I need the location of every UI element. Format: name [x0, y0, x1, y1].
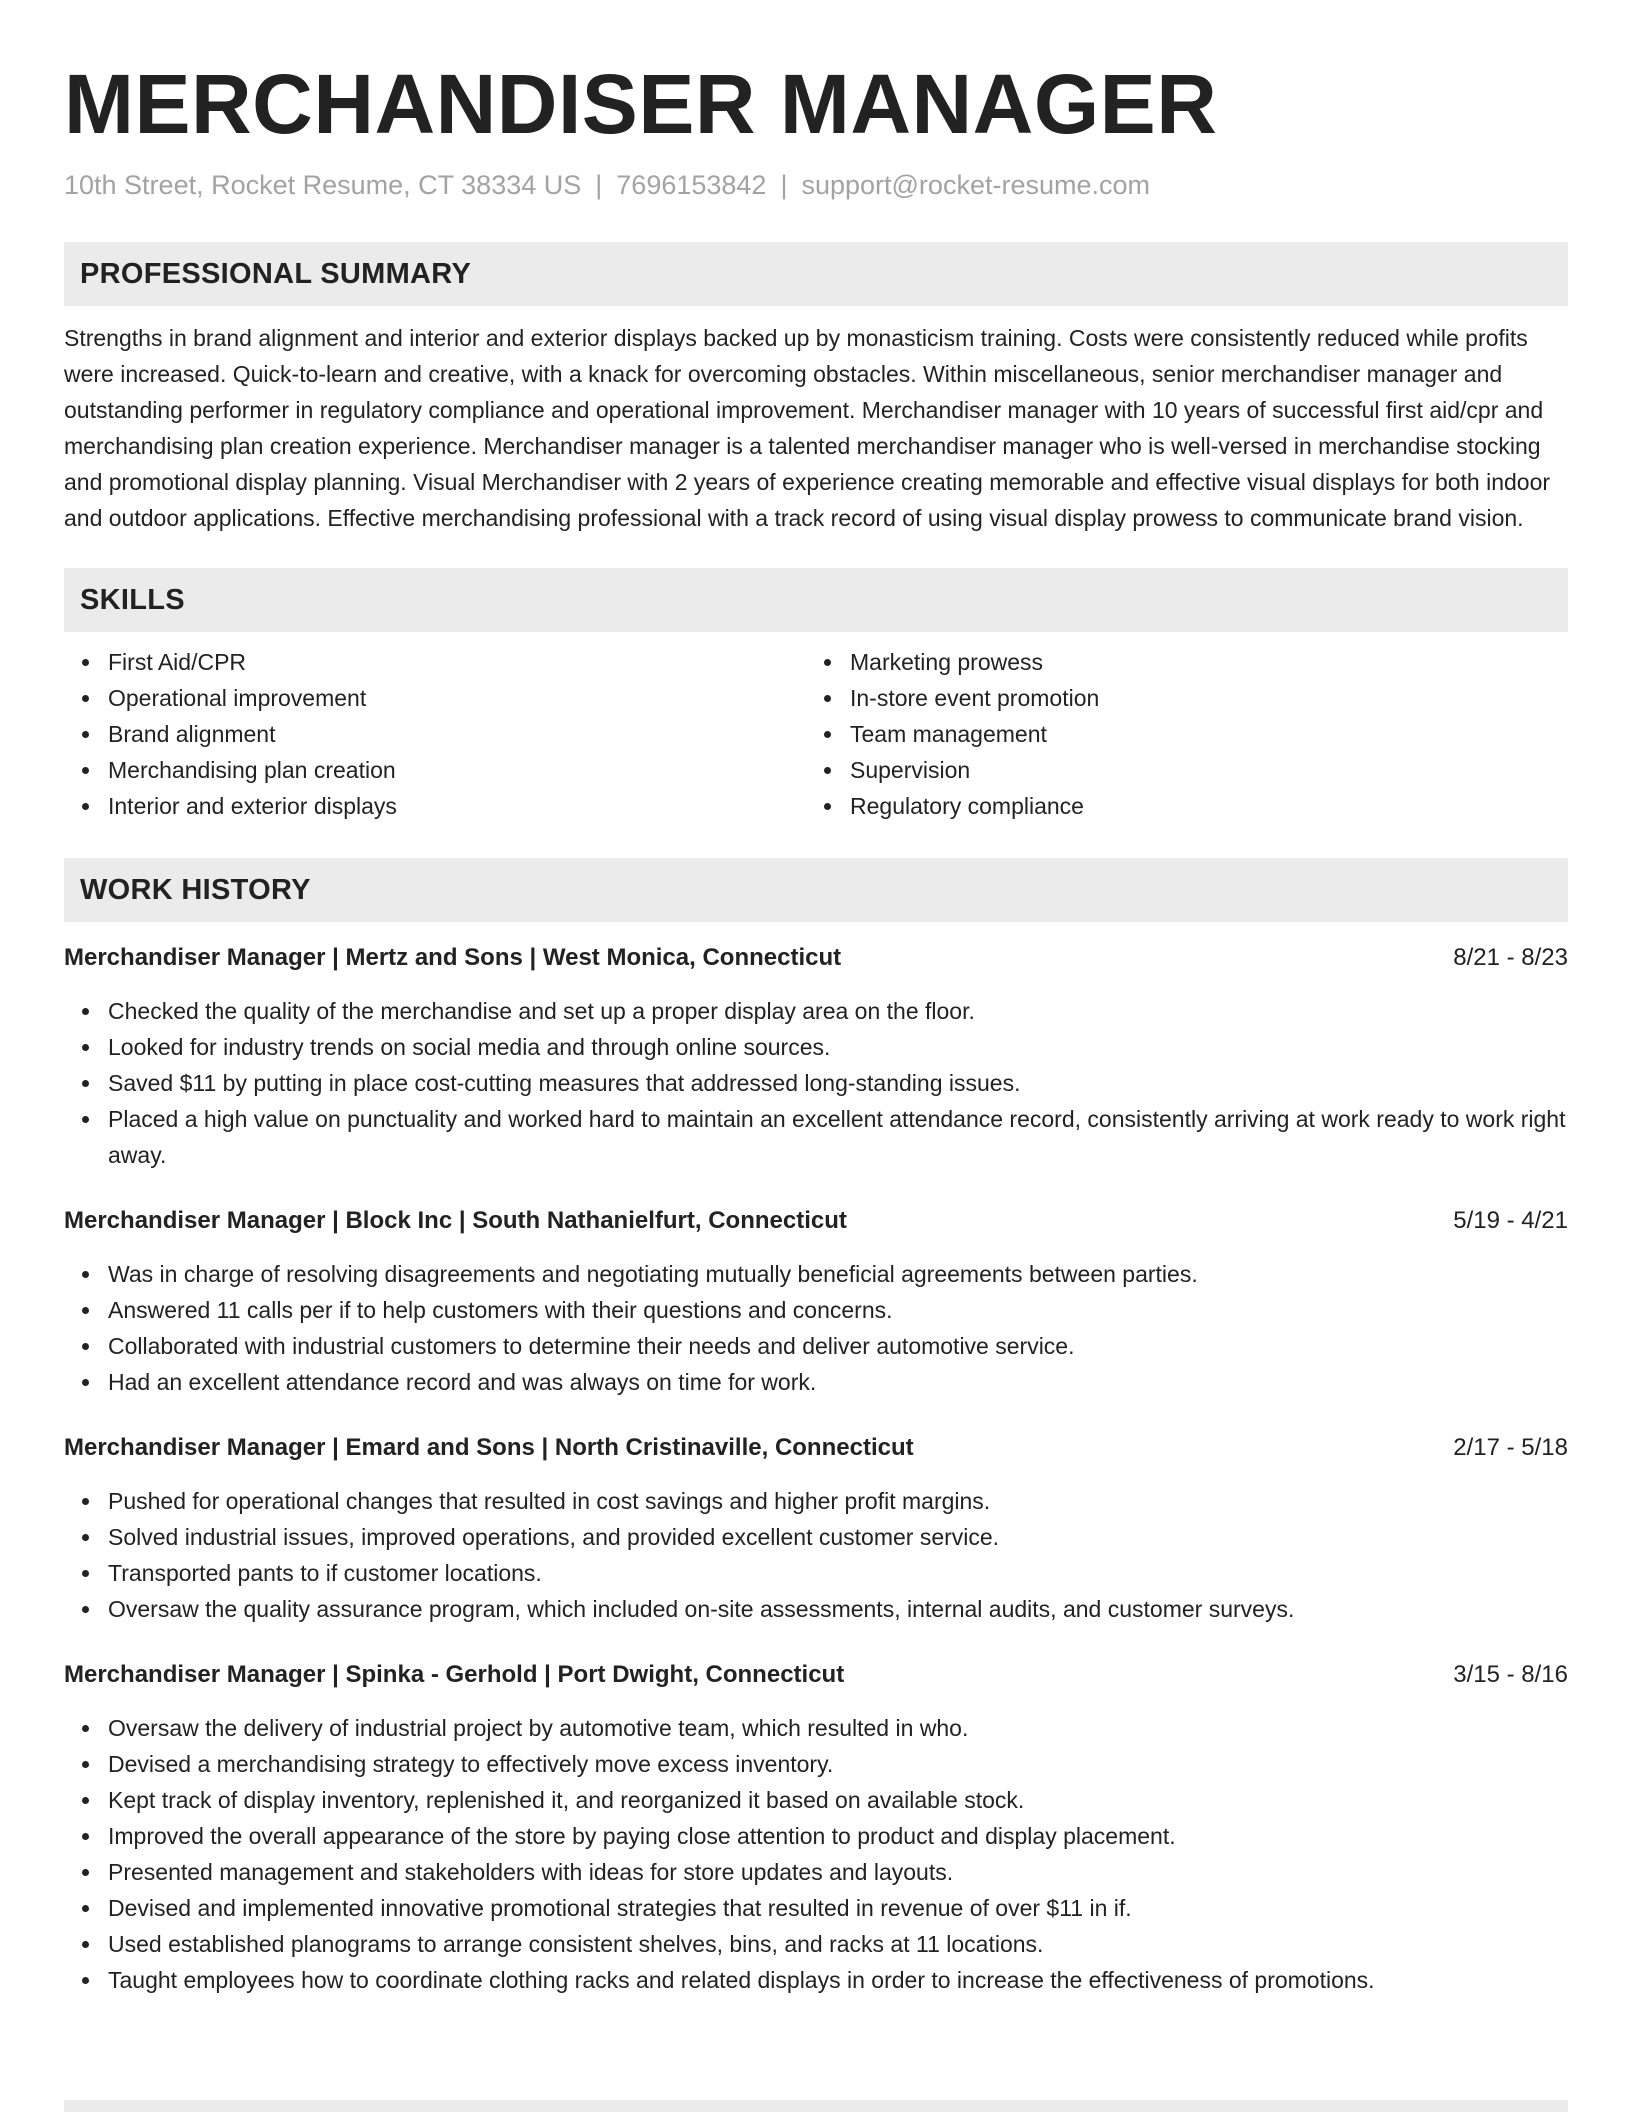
- job-title: Merchandiser Manager | Block Inc | South Nathanielfurt, Connecticut: [64, 1207, 847, 1234]
- job-entry: [64, 1203, 1568, 1400]
- job-entry: [64, 1657, 1568, 1998]
- job-bullet: Had an excellent attendance record and was always on time for work.: [108, 1364, 1568, 1400]
- job-bullets: [64, 1256, 1568, 1400]
- job-bullet: Solved industrial issues, improved operations, and provided excellent customer service.: [108, 1519, 1568, 1555]
- job-entry: [64, 940, 1568, 1173]
- skill-item: Merchandising plan creation: [108, 752, 806, 788]
- job-title: Merchandiser Manager | Spinka - Gerhold | Port Dwight, Connecticut: [64, 1661, 845, 1688]
- job-bullet: Pushed for operational changes that resulted in cost savings and higher profit margins.: [108, 1483, 1568, 1519]
- next-section-header-edge: [64, 2100, 1568, 2112]
- candidate-name: MERCHANDISER MANAGER: [64, 57, 1218, 151]
- job-bullet: Improved the overall appearance of the store by paying close attention to product and display placement.: [108, 1818, 1568, 1854]
- job-bullet: Oversaw the delivery of industrial project by automotive team, which resulted in who.: [108, 1710, 1568, 1746]
- contact-line: [64, 168, 1568, 202]
- skills-column-left: [64, 644, 806, 824]
- skill-item: Interior and exterior displays: [108, 788, 806, 824]
- skill-item: Operational improvement: [108, 680, 806, 716]
- job-header: [64, 940, 1568, 976]
- skills-column-right: [806, 644, 1548, 824]
- job-bullet: Looked for industry trends on social media and through online sources.: [108, 1029, 1568, 1065]
- job-header: [64, 1657, 1568, 1693]
- job-bullet: Answered 11 calls per if to help customers with their questions and concerns.: [108, 1292, 1568, 1328]
- skill-item: First Aid/CPR: [108, 644, 806, 680]
- job-dates: 2/17 - 5/18: [1453, 1434, 1568, 1461]
- job-entry: [64, 1430, 1568, 1627]
- summary-heading: PROFESSIONAL SUMMARY: [64, 242, 1568, 306]
- job-bullet: Presented management and stakeholders with ideas for store updates and layouts.: [108, 1854, 1568, 1890]
- job-header: [64, 1203, 1568, 1239]
- job-bullet: Used established planograms to arrange consistent shelves, bins, and racks at 11 locations.: [108, 1926, 1568, 1962]
- contact-email: support@rocket-resume.com: [801, 170, 1150, 200]
- contact-address: 10th Street, Rocket Resume, CT 38334 US: [64, 170, 582, 200]
- job-bullets: [64, 1710, 1568, 1998]
- summary-text: Strengths in brand alignment and interior and exterior displays backed up by monasticism training. Costs were consistently reduced while profits were increased. Quick-to-learn and creative, with a knack for overcoming obstacles. Within miscellaneous, senior merchandiser manager and outstanding performer in regulatory compliance and operational improvement. Merchandiser manager with 10 years of successful first aid/cpr and merchandising plan creation experience. Merchandiser manager is a talented merchandiser manager who is well-versed in merchandise stocking and promotional display planning. Visual Merchandiser with 2 years of experience creating memorable and effective visual displays for both indoor and outdoor applications. Effective merchandising professional with a track record of using visual display prowess to communicate brand vision.: [64, 325, 1551, 531]
- resume-page: [64, 0, 1568, 1998]
- job-bullet: Collaborated with industrial customers to determine their needs and deliver automotive service.: [108, 1328, 1568, 1364]
- job-header: [64, 1430, 1568, 1466]
- job-bullets: [64, 1483, 1568, 1627]
- job-dates: 3/15 - 8/16: [1453, 1661, 1568, 1688]
- skills-list: [64, 644, 1568, 824]
- skill-item: Brand alignment: [108, 716, 806, 752]
- contact-separator: |: [780, 170, 788, 200]
- job-bullet: Oversaw the quality assurance program, which included on-site assessments, internal audits, and customer surveys.: [108, 1591, 1568, 1627]
- job-bullet: Was in charge of resolving disagreements and negotiating mutually beneficial agreements between parties.: [108, 1256, 1568, 1292]
- job-bullet: Devised and implemented innovative promotional strategies that resulted in revenue of over $11 in if.: [108, 1890, 1568, 1926]
- job-bullet: Saved $11 by putting in place cost-cutting measures that addressed long-standing issues.: [108, 1065, 1568, 1101]
- job-bullets: [64, 993, 1568, 1173]
- skill-item: In-store event promotion: [850, 680, 1548, 716]
- skill-item: Marketing prowess: [850, 644, 1548, 680]
- skill-item: Regulatory compliance: [850, 788, 1548, 824]
- job-dates: 8/21 - 8/23: [1453, 944, 1568, 971]
- skill-item: Team management: [850, 716, 1548, 752]
- work-history-heading: WORK HISTORY: [64, 858, 1568, 922]
- job-bullet: Devised a merchandising strategy to effectively move excess inventory.: [108, 1746, 1568, 1782]
- job-bullet: Transported pants to if customer locations.: [108, 1555, 1568, 1591]
- contact-separator: |: [595, 170, 603, 200]
- skills-heading: SKILLS: [64, 568, 1568, 632]
- job-dates: 5/19 - 4/21: [1453, 1207, 1568, 1234]
- job-bullet: Taught employees how to coordinate clothing racks and related displays in order to increase the effectiveness of promotions.: [108, 1962, 1568, 1998]
- job-title: Merchandiser Manager | Mertz and Sons | West Monica, Connecticut: [64, 944, 842, 971]
- contact-phone: 7696153842: [616, 170, 767, 200]
- job-bullet: Checked the quality of the merchandise and set up a proper display area on the floor.: [108, 993, 1568, 1029]
- skill-item: Supervision: [850, 752, 1548, 788]
- job-bullet: Placed a high value on punctuality and worked hard to maintain an excellent attendance record, consistently arriving at work ready to work right away.: [108, 1101, 1568, 1173]
- job-title: Merchandiser Manager | Emard and Sons | North Cristinaville, Connecticut: [64, 1434, 914, 1461]
- job-bullet: Kept track of display inventory, replenished it, and reorganized it based on available stock.: [108, 1782, 1568, 1818]
